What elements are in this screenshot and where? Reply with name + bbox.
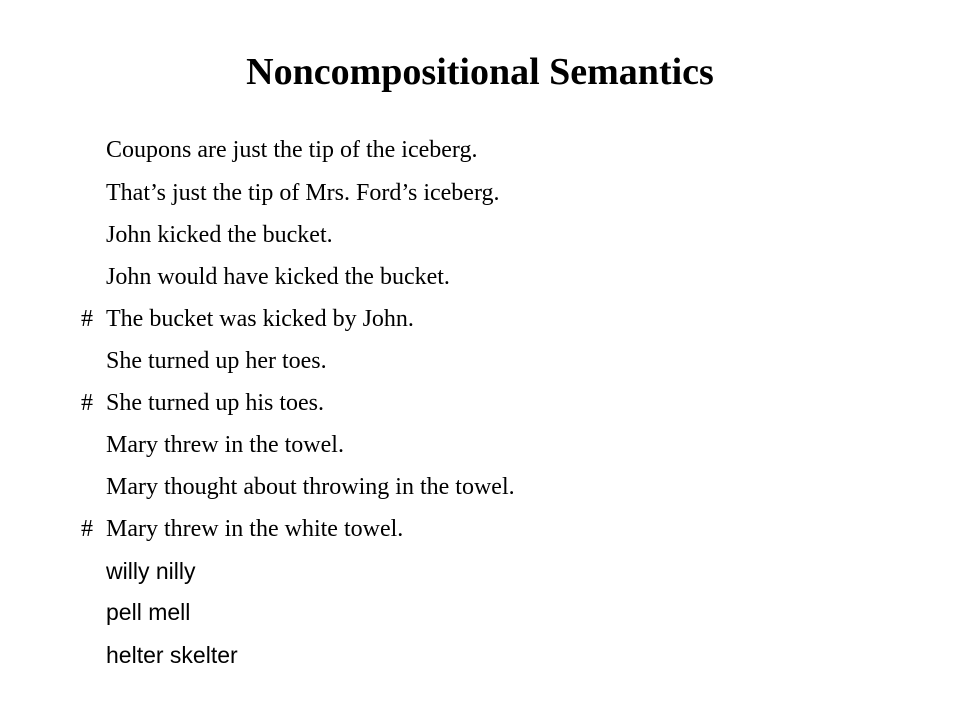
unacceptable-mark: # bbox=[81, 390, 93, 416]
example-text: The bucket was kicked by John. bbox=[106, 306, 414, 332]
example-line-3 bbox=[106, 220, 333, 250]
example-line-11 bbox=[106, 556, 195, 586]
example-line-12 bbox=[106, 597, 190, 627]
example-text: She turned up her toes. bbox=[106, 348, 327, 374]
example-line-6 bbox=[106, 346, 327, 376]
example-line-1 bbox=[106, 135, 477, 165]
example-text: pell mell bbox=[106, 599, 191, 625]
example-line-10 bbox=[81, 514, 403, 544]
example-text: That’s just the tip of Mrs. Ford’s iceberg. bbox=[106, 180, 500, 206]
unacceptable-mark: # bbox=[81, 516, 93, 542]
example-line-8 bbox=[106, 430, 344, 460]
unacceptable-mark: # bbox=[81, 306, 93, 332]
example-text: John kicked the bucket. bbox=[106, 222, 333, 248]
example-text: Coupons are just the tip of the iceberg. bbox=[106, 137, 478, 163]
example-line-9 bbox=[106, 472, 515, 502]
example-text: Mary threw in the white towel. bbox=[106, 516, 404, 542]
example-line-4 bbox=[106, 262, 450, 292]
example-line-5 bbox=[81, 304, 414, 334]
example-text: She turned up his toes. bbox=[106, 390, 324, 416]
example-text: Mary thought about throwing in the towel. bbox=[106, 474, 515, 500]
example-text: helter skelter bbox=[106, 642, 238, 668]
example-text: Mary threw in the towel. bbox=[106, 432, 344, 458]
example-text: John would have kicked the bucket. bbox=[106, 264, 450, 290]
example-line-13 bbox=[106, 640, 238, 670]
example-line-2 bbox=[106, 178, 500, 208]
slide-title: Noncompositional Semantics bbox=[246, 51, 714, 93]
example-line-7 bbox=[81, 388, 324, 418]
example-text: willy nilly bbox=[106, 558, 196, 584]
